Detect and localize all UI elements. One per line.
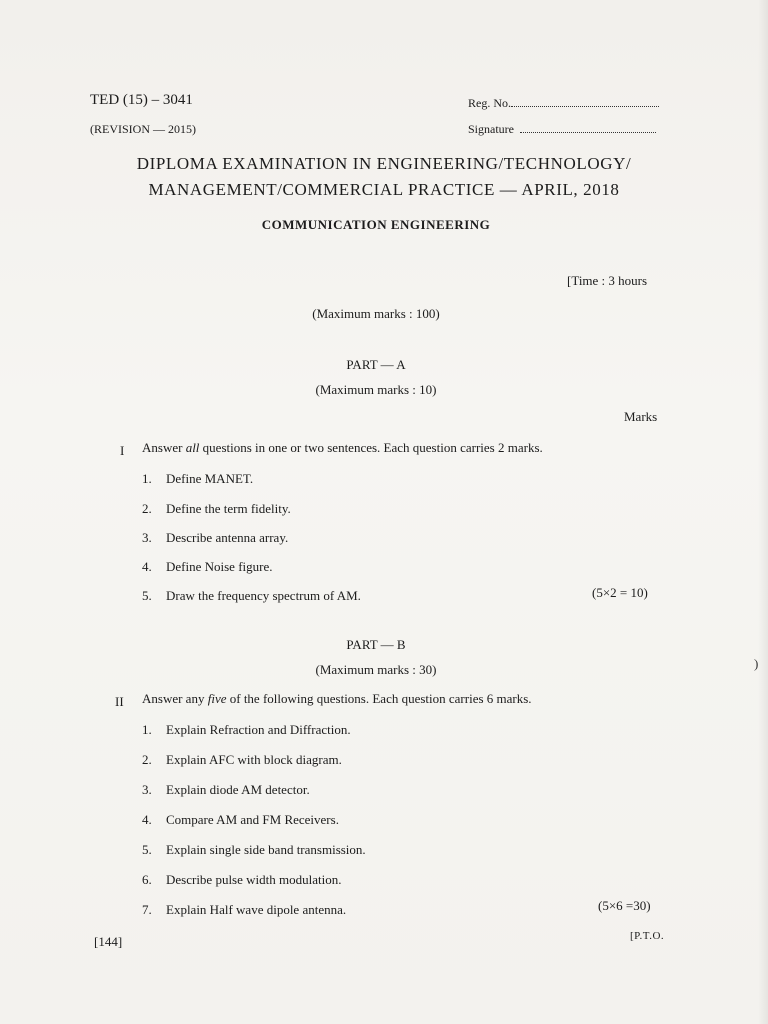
- question-number: 1.: [142, 722, 152, 737]
- instruction-emphasis: five: [207, 691, 227, 706]
- max-marks-total: (Maximum marks : 100): [312, 306, 440, 321]
- question-text: Explain Refraction and Diffraction.: [166, 722, 351, 737]
- question-number: 6.: [142, 872, 152, 887]
- reg-no-field: [468, 96, 659, 111]
- question-item: [142, 842, 542, 860]
- instruction-text: of the following questions. Each question carries 6 marks.: [226, 691, 532, 706]
- question-text: Compare AM and FM Receivers.: [166, 812, 339, 827]
- signature-blank: [520, 132, 656, 133]
- question-item: [142, 471, 542, 489]
- question-number: 5.: [142, 842, 152, 857]
- instruction-text: questions in one or two sentences. Each question carries 2 marks.: [199, 440, 543, 455]
- subject-title: COMMUNICATION ENGINEERING: [261, 217, 491, 232]
- exam-title-line2: MANAGEMENT/COMMERCIAL PRACTICE — APRIL, 2018: [148, 180, 620, 199]
- question-number: 3.: [142, 530, 152, 545]
- time-label: [567, 273, 647, 289]
- question-number: 7.: [142, 902, 152, 917]
- section-ii-number: II: [115, 694, 124, 709]
- instruction-emphasis: all: [185, 440, 200, 455]
- question-number: 2.: [142, 501, 152, 516]
- section-i-number: I: [120, 443, 125, 458]
- question-item: [142, 902, 542, 920]
- part-a-marks: (Maximum marks : 10): [315, 382, 437, 397]
- part-a-total-marks: (5×2 = 10): [592, 585, 648, 600]
- part-a-heading: PART — A: [346, 357, 406, 372]
- scan-edge-mark: ): [754, 656, 759, 671]
- question-text: Draw the frequency spectrum of AM.: [166, 588, 361, 603]
- instruction-text: Answer any: [142, 691, 208, 706]
- question-item: [142, 501, 542, 519]
- question-text: Explain Half wave dipole antenna.: [166, 902, 347, 917]
- question-number: 3.: [142, 782, 152, 797]
- question-item: [142, 588, 542, 606]
- revision-label: (REVISION — 2015): [90, 122, 196, 136]
- question-text: Explain diode AM detector.: [166, 782, 310, 797]
- question-text: Describe antenna array.: [166, 530, 289, 545]
- question-text: Describe pulse width modulation.: [166, 872, 342, 887]
- marks-column-label: Marks: [624, 409, 658, 424]
- question-number: 5.: [142, 588, 152, 603]
- time-text: [Time : 3 hours: [567, 273, 648, 288]
- question-item: [142, 872, 542, 890]
- question-text: Define Noise figure.: [166, 559, 273, 574]
- question-text: Define MANET.: [166, 471, 254, 486]
- question-item: [142, 559, 542, 577]
- part-b-heading: PART — B: [346, 637, 406, 652]
- part-a-instruction: [142, 440, 543, 456]
- part-b-total-marks: (5×6 =30): [598, 898, 651, 913]
- paper-serial: [144]: [94, 934, 123, 949]
- part-b-instruction: [142, 691, 532, 707]
- question-item: [142, 722, 542, 740]
- pto-label: [P.T.O.: [630, 930, 665, 942]
- paper-code: TED (15) – 3041: [90, 92, 193, 108]
- question-number: 4.: [142, 559, 152, 574]
- scan-edge-shadow: [758, 0, 768, 1024]
- question-item: [142, 752, 542, 770]
- reg-no-label: Reg. No.: [468, 96, 511, 110]
- part-b-marks: (Maximum marks : 30): [315, 662, 437, 677]
- question-text: Explain AFC with block diagram.: [166, 752, 342, 767]
- question-text: Explain single side band transmission.: [166, 842, 366, 857]
- exam-title-line1: DIPLOMA EXAMINATION IN ENGINEERING/TECHNOLOGY/: [136, 154, 632, 173]
- signature-field: [468, 122, 656, 137]
- instruction-text: Answer: [142, 440, 186, 455]
- question-item: [142, 812, 542, 830]
- question-text: Define the term fidelity.: [166, 501, 291, 516]
- question-number: 1.: [142, 471, 152, 486]
- signature-label: Signature: [468, 122, 514, 136]
- reg-no-blank: [511, 106, 659, 107]
- question-number: 2.: [142, 752, 152, 767]
- question-item: [142, 782, 542, 800]
- question-number: 4.: [142, 812, 152, 827]
- question-item: [142, 530, 542, 548]
